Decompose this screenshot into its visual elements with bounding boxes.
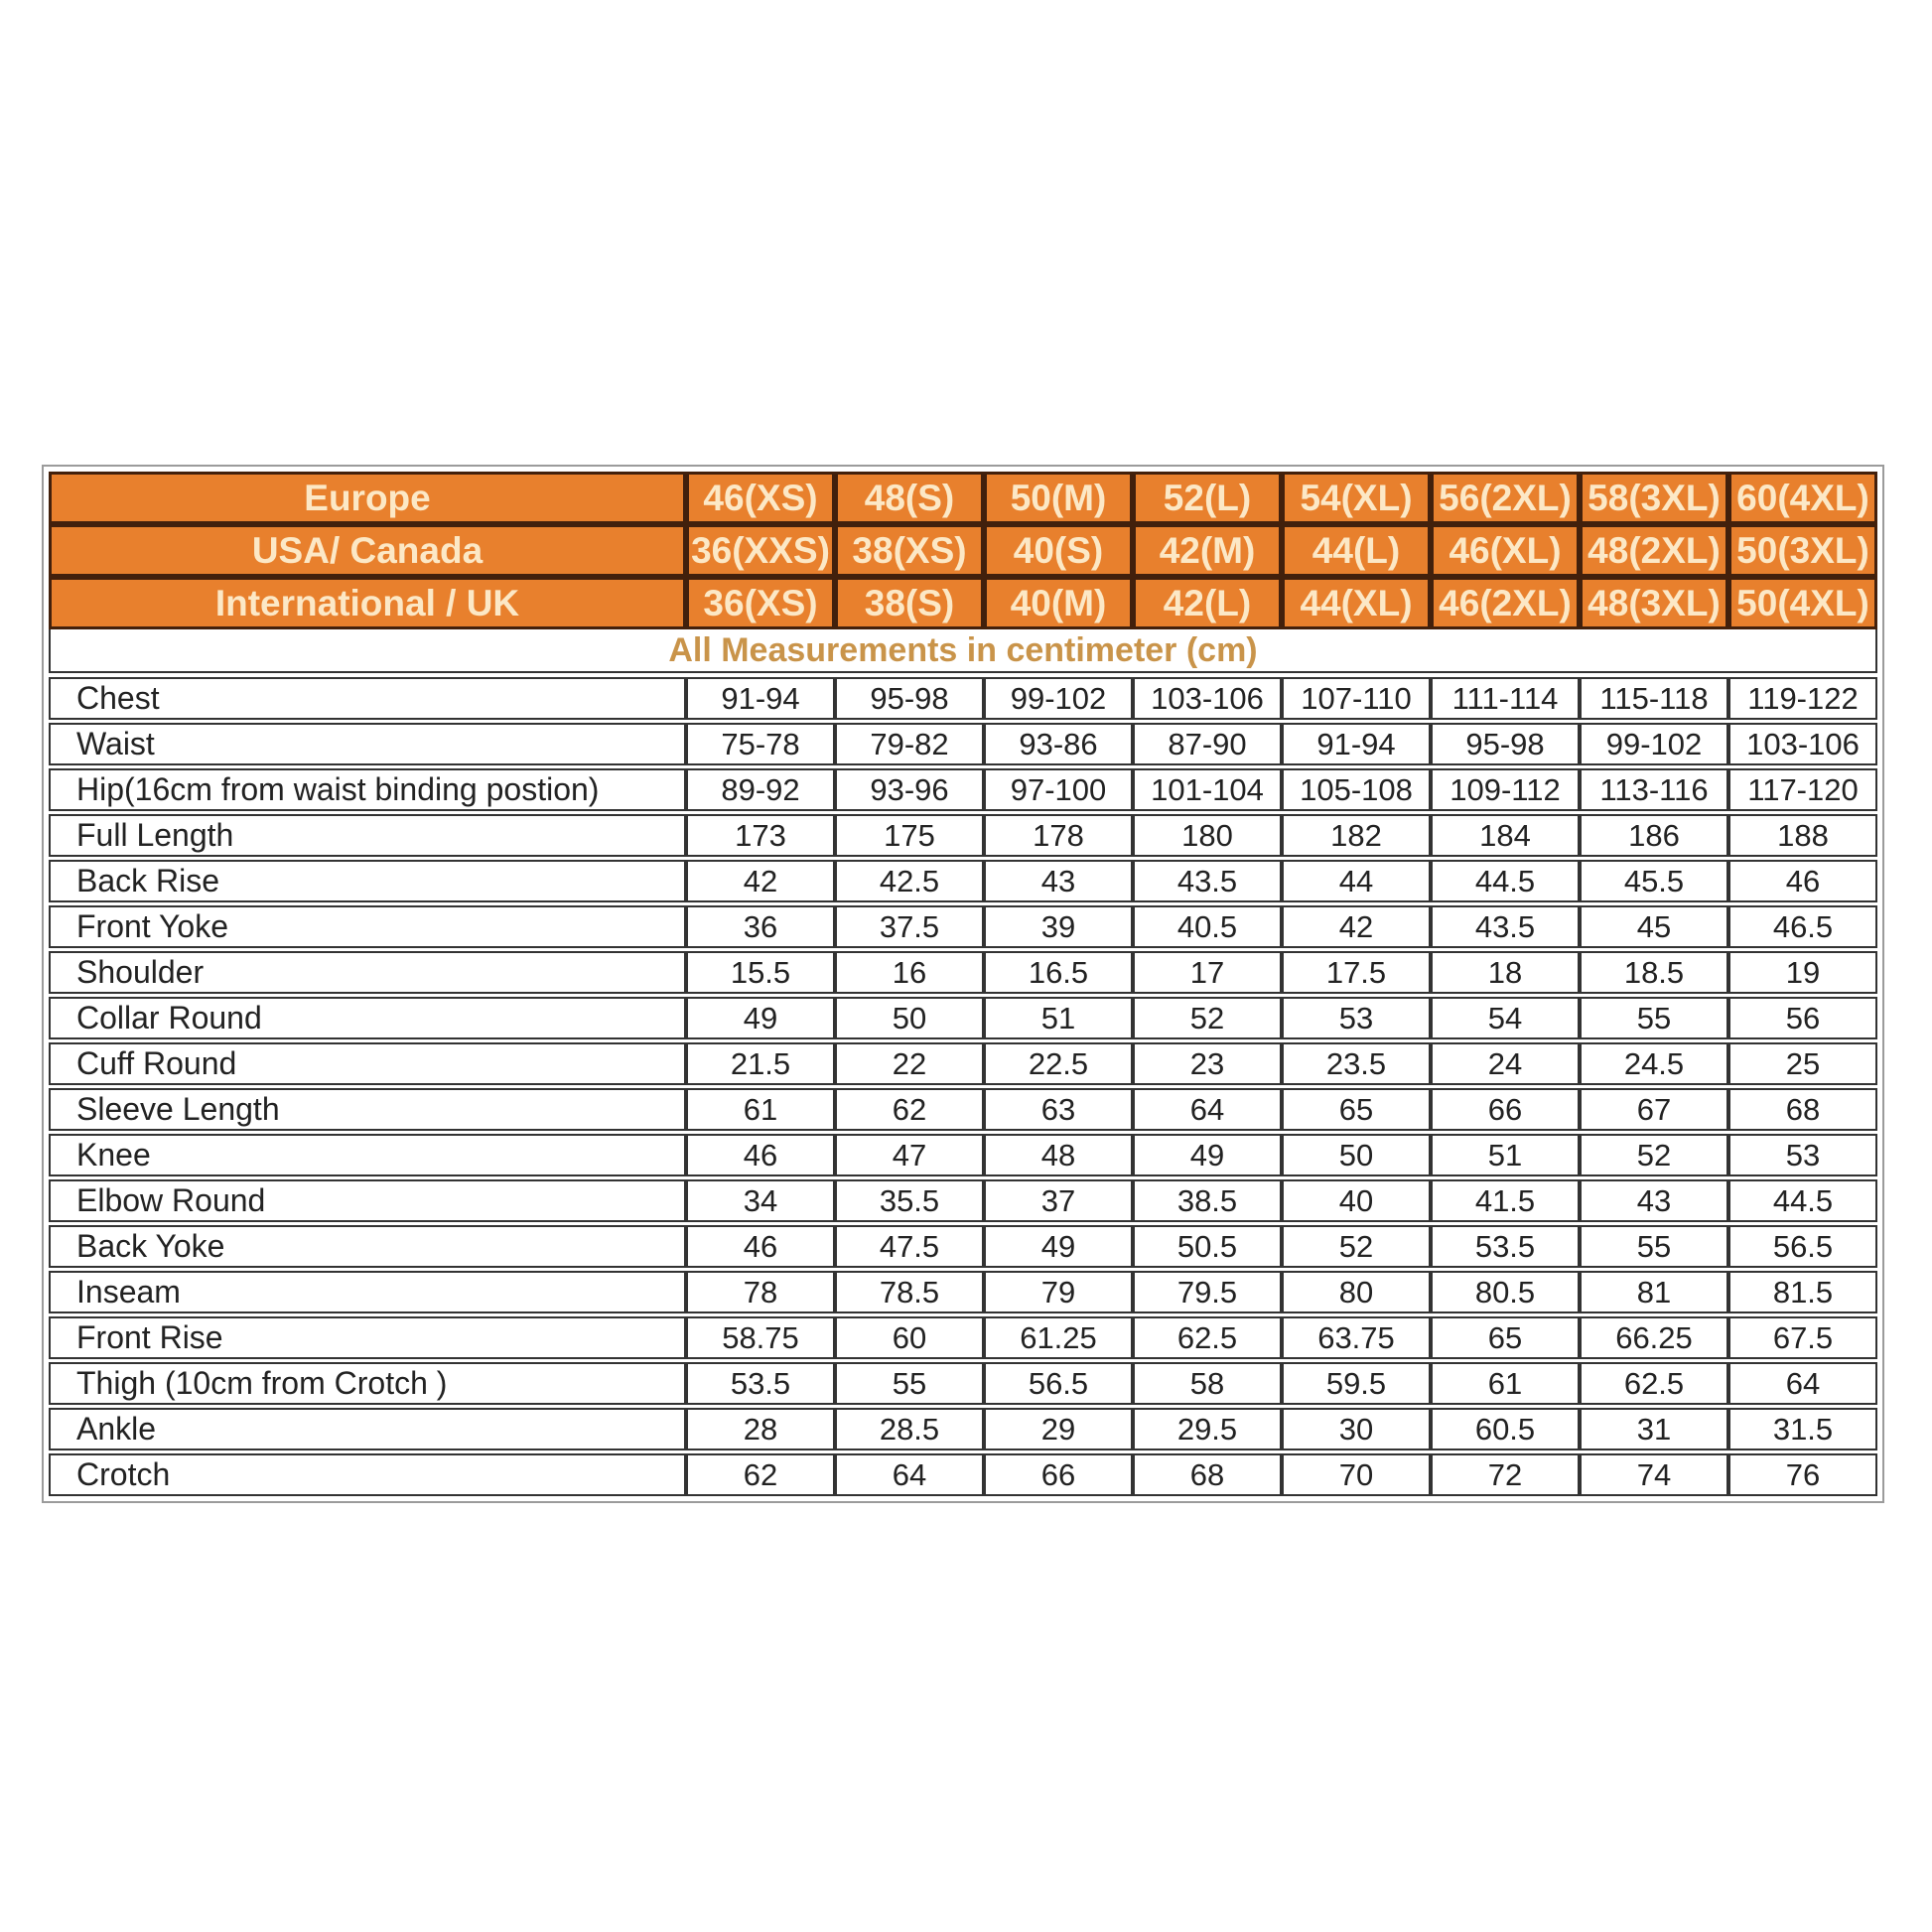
measurement-value: 28.5 [835,1408,984,1450]
measurement-value: 42 [1282,905,1431,948]
measurement-value: 18 [1431,951,1580,994]
measurement-value: 109-112 [1431,768,1580,811]
measurement-value: 81.5 [1728,1271,1877,1313]
measurement-value: 48 [984,1134,1133,1176]
measurement-value: 64 [1728,1362,1877,1405]
measurement-value: 80.5 [1431,1271,1580,1313]
measurement-value: 29.5 [1133,1408,1282,1450]
table-row-chest [49,677,1877,720]
row-label: Knee [49,1134,686,1176]
measurement-value: 64 [835,1453,984,1496]
measurement-value: 67.5 [1728,1316,1877,1359]
measurement-value: 62 [835,1088,984,1131]
measurement-value: 63 [984,1088,1133,1131]
measurement-value: 87-90 [1133,723,1282,765]
measurement-value: 182 [1282,814,1431,857]
measurement-value: 66.25 [1580,1316,1728,1359]
size-cell: 42(M) [1133,524,1282,577]
table-row-shoulder [49,951,1877,994]
measurement-value: 43.5 [1431,905,1580,948]
row-label: Inseam [49,1271,686,1313]
size-cell: 48(3XL) [1580,577,1728,629]
measurement-value: 17 [1133,951,1282,994]
size-cell: 48(2XL) [1580,524,1728,577]
measurement-value: 91-94 [1282,723,1431,765]
measurement-value: 35.5 [835,1179,984,1222]
measurement-value: 60.5 [1431,1408,1580,1450]
table-row-cuff-round [49,1042,1877,1085]
measurement-value: 49 [1133,1134,1282,1176]
measurement-value: 45.5 [1580,860,1728,902]
measurement-value: 111-114 [1431,677,1580,720]
measurement-value: 54 [1431,997,1580,1039]
measurement-value: 24.5 [1580,1042,1728,1085]
measurement-value: 74 [1580,1453,1728,1496]
size-cell: 38(XS) [835,524,984,577]
measurement-value: 186 [1580,814,1728,857]
table-row-back-rise [49,860,1877,902]
measurement-value: 65 [1431,1316,1580,1359]
header-row-international-uk [49,577,1877,629]
measurement-value: 16.5 [984,951,1133,994]
row-label: Sleeve Length [49,1088,686,1131]
table-row-sleeve-length [49,1088,1877,1131]
measurement-value: 62 [686,1453,835,1496]
measurement-value: 47.5 [835,1225,984,1268]
row-label: Front Rise [49,1316,686,1359]
measurement-value: 53.5 [1431,1225,1580,1268]
measurement-value: 15.5 [686,951,835,994]
measurement-value: 75-78 [686,723,835,765]
header-row-usa-canada [49,524,1877,577]
measurement-value: 51 [984,997,1133,1039]
measurement-value: 46.5 [1728,905,1877,948]
measurement-value: 51 [1431,1134,1580,1176]
table-row-back-yoke [49,1225,1877,1268]
measurement-value: 89-92 [686,768,835,811]
size-cell: 40(S) [984,524,1133,577]
row-label: Back Yoke [49,1225,686,1268]
size-cell: 58(3XL) [1580,472,1728,524]
measurement-value: 21.5 [686,1042,835,1085]
measurement-value: 52 [1133,997,1282,1039]
measurement-value: 113-116 [1580,768,1728,811]
measurement-value: 97-100 [984,768,1133,811]
measurement-value: 55 [1580,1225,1728,1268]
size-cell: 54(XL) [1282,472,1431,524]
measurement-value: 105-108 [1282,768,1431,811]
measurement-value: 70 [1282,1453,1431,1496]
measurement-value: 30 [1282,1408,1431,1450]
row-label: Waist [49,723,686,765]
measurement-value: 68 [1728,1088,1877,1131]
measurement-value: 23 [1133,1042,1282,1085]
measurement-value: 50 [835,997,984,1039]
measurement-value: 59.5 [1282,1362,1431,1405]
measurement-value: 188 [1728,814,1877,857]
measurement-value: 66 [984,1453,1133,1496]
row-label: Full Length [49,814,686,857]
measurement-value: 56 [1728,997,1877,1039]
row-label: Shoulder [49,951,686,994]
measurement-value: 56.5 [984,1362,1133,1405]
measurement-value: 99-102 [1580,723,1728,765]
measurement-value: 49 [686,997,835,1039]
measurement-value: 53 [1728,1134,1877,1176]
row-label: Cuff Round [49,1042,686,1085]
measurement-value: 175 [835,814,984,857]
size-cell: 44(L) [1282,524,1431,577]
measurement-value: 62.5 [1133,1316,1282,1359]
measurement-value: 81 [1580,1271,1728,1313]
size-cell: 46(2XL) [1431,577,1580,629]
measurement-unit-note: All Measurements in centimeter (cm) [49,629,1877,673]
measurement-value: 42 [686,860,835,902]
measurement-value: 107-110 [1282,677,1431,720]
measurement-value: 25 [1728,1042,1877,1085]
measurement-value: 95-98 [1431,723,1580,765]
measurement-value: 52 [1282,1225,1431,1268]
measurement-value: 52 [1580,1134,1728,1176]
measurement-value: 178 [984,814,1133,857]
table-row-knee [49,1134,1877,1176]
measurement-value: 43.5 [1133,860,1282,902]
region-label: Europe [49,472,686,524]
measurement-value: 47 [835,1134,984,1176]
measurement-value: 58 [1133,1362,1282,1405]
size-cell: 42(L) [1133,577,1282,629]
table-row-front-yoke [49,905,1877,948]
size-cell: 50(3XL) [1728,524,1877,577]
row-label: Front Yoke [49,905,686,948]
row-label: Back Rise [49,860,686,902]
measurement-value: 68 [1133,1453,1282,1496]
measurement-value: 46 [686,1225,835,1268]
measurement-value: 19 [1728,951,1877,994]
measurement-value: 43 [1580,1179,1728,1222]
measurement-value: 17.5 [1282,951,1431,994]
measurement-value: 101-104 [1133,768,1282,811]
measurement-value: 46 [1728,860,1877,902]
size-cell: 36(XS) [686,577,835,629]
measurement-value: 91-94 [686,677,835,720]
size-chart-body [49,677,1877,1496]
table-row-crotch [49,1453,1877,1496]
measurement-value: 41.5 [1431,1179,1580,1222]
measurement-value: 31 [1580,1408,1728,1450]
row-label: Thigh (10cm from Crotch ) [49,1362,686,1405]
measurement-value: 115-118 [1580,677,1728,720]
size-cell: 46(XS) [686,472,835,524]
size-cell: 50(M) [984,472,1133,524]
table-row-full-length [49,814,1877,857]
measurement-value: 99-102 [984,677,1133,720]
measurement-value: 50 [1282,1134,1431,1176]
measurement-value: 95-98 [835,677,984,720]
measurement-value: 62.5 [1580,1362,1728,1405]
measurement-value: 117-120 [1728,768,1877,811]
measurement-value: 37.5 [835,905,984,948]
size-cell: 40(M) [984,577,1133,629]
measurement-value: 65 [1282,1088,1431,1131]
size-cell: 56(2XL) [1431,472,1580,524]
measurement-value: 78.5 [835,1271,984,1313]
measurement-value: 61 [686,1088,835,1131]
measurement-value: 79 [984,1271,1133,1313]
row-label: Collar Round [49,997,686,1039]
measurement-value: 93-96 [835,768,984,811]
measurement-value: 40.5 [1133,905,1282,948]
table-row-front-rise [49,1316,1877,1359]
measurement-value: 36 [686,905,835,948]
measurement-value: 76 [1728,1453,1877,1496]
measurement-value: 43 [984,860,1133,902]
measurement-value: 80 [1282,1271,1431,1313]
measurement-value: 46 [686,1134,835,1176]
measurement-value: 44.5 [1431,860,1580,902]
measurement-value: 61 [1431,1362,1580,1405]
measurement-value: 173 [686,814,835,857]
measurement-value: 22 [835,1042,984,1085]
size-cell: 44(XL) [1282,577,1431,629]
measurement-value: 23.5 [1282,1042,1431,1085]
measurement-value: 93-86 [984,723,1133,765]
measurement-value: 18.5 [1580,951,1728,994]
measurement-value: 103-106 [1728,723,1877,765]
measurement-value: 49 [984,1225,1133,1268]
measurement-value: 24 [1431,1042,1580,1085]
table-row-hip-16cm-from-waist-binding-postion [49,768,1877,811]
measurement-value: 22.5 [984,1042,1133,1085]
measurement-value: 79.5 [1133,1271,1282,1313]
region-label: USA/ Canada [49,524,686,577]
measurement-value: 61.25 [984,1316,1133,1359]
measurement-value: 39 [984,905,1133,948]
measurement-value: 16 [835,951,984,994]
region-label: International / UK [49,577,686,629]
row-label: Hip(16cm from waist binding postion) [49,768,686,811]
measurement-value: 55 [1580,997,1728,1039]
measurement-value: 38.5 [1133,1179,1282,1222]
measurement-value: 79-82 [835,723,984,765]
measurement-value: 66 [1431,1088,1580,1131]
table-row-elbow-round [49,1179,1877,1222]
header-row-europe [49,472,1877,524]
measurement-value: 29 [984,1408,1133,1450]
size-cell: 36(XXS) [686,524,835,577]
table-row-collar-round [49,997,1877,1039]
measurement-value: 64 [1133,1088,1282,1131]
row-label: Crotch [49,1453,686,1496]
measurement-value: 63.75 [1282,1316,1431,1359]
measurement-value: 55 [835,1362,984,1405]
measurement-value: 50.5 [1133,1225,1282,1268]
size-chart-header [49,472,1877,629]
size-chart-table [42,465,1884,1503]
size-cell: 52(L) [1133,472,1282,524]
measurement-value: 53 [1282,997,1431,1039]
measurement-value: 44 [1282,860,1431,902]
size-cell: 60(4XL) [1728,472,1877,524]
measurement-value: 67 [1580,1088,1728,1131]
measurement-value: 34 [686,1179,835,1222]
measurement-value: 78 [686,1271,835,1313]
table-row-ankle [49,1408,1877,1450]
size-cell: 38(S) [835,577,984,629]
measurement-value: 184 [1431,814,1580,857]
measurement-value: 45 [1580,905,1728,948]
row-label: Chest [49,677,686,720]
measurement-value: 28 [686,1408,835,1450]
measurement-value: 37 [984,1179,1133,1222]
table-row-waist [49,723,1877,765]
table-row-inseam [49,1271,1877,1313]
measurement-value: 53.5 [686,1362,835,1405]
measurement-value: 44.5 [1728,1179,1877,1222]
measurement-value: 103-106 [1133,677,1282,720]
measurement-value: 60 [835,1316,984,1359]
measurement-value: 180 [1133,814,1282,857]
size-cell: 46(XL) [1431,524,1580,577]
row-label: Elbow Round [49,1179,686,1222]
size-cell: 48(S) [835,472,984,524]
row-label: Ankle [49,1408,686,1450]
measurement-value: 42.5 [835,860,984,902]
size-cell: 50(4XL) [1728,577,1877,629]
measurement-value: 40 [1282,1179,1431,1222]
measurement-value: 72 [1431,1453,1580,1496]
measurement-value: 58.75 [686,1316,835,1359]
measurement-value: 56.5 [1728,1225,1877,1268]
measurement-value: 119-122 [1728,677,1877,720]
table-row-thigh-10cm-from-crotch [49,1362,1877,1405]
measurement-value: 31.5 [1728,1408,1877,1450]
